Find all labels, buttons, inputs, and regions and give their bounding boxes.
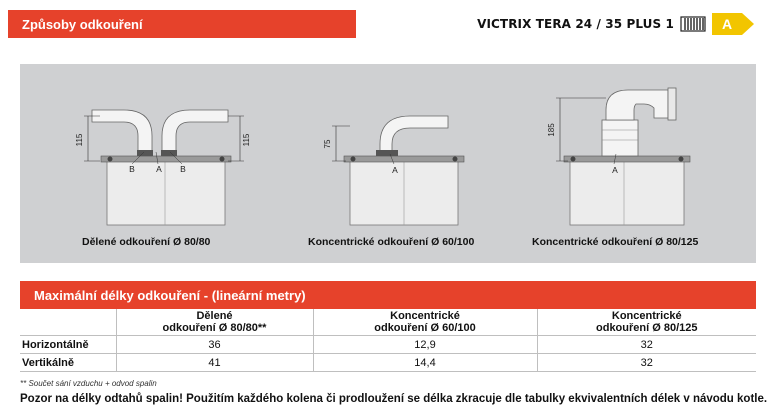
split-label-b-left: B	[129, 164, 135, 174]
footnote: ** Součet sání vzduchu + odvod spalin	[20, 379, 157, 388]
radiator-icon	[680, 15, 706, 33]
energy-class-label: A	[712, 13, 742, 35]
flue-diagrams	[20, 64, 756, 263]
table-title: Maximální délky odkouření - (lineární metry)	[34, 287, 306, 303]
coax60-label-a: A	[392, 165, 398, 175]
section-header	[8, 10, 356, 38]
cell-vertical-coax60: 14,4	[313, 354, 537, 372]
cell-vertical-coax80: 32	[537, 354, 756, 372]
column-header-coax80-label: Koncentrické odkouření Ø 80/125	[596, 310, 698, 334]
split-dim-label-right: 115	[242, 133, 251, 147]
column-header-coax80	[537, 309, 756, 336]
coax80-label-a: A	[612, 165, 618, 175]
column-header-split-label: Dělené odkouření Ø 80/80**	[162, 310, 267, 334]
flue-diagrams-panel	[20, 64, 756, 263]
energy-class-badge	[712, 13, 754, 35]
coax80-dim-label: 185	[547, 123, 556, 137]
table-corner-cell	[20, 309, 116, 336]
split-label-b-right: B	[180, 164, 186, 174]
cell-horizontal-coax60: 12,9	[313, 336, 537, 354]
column-header-coax60	[313, 309, 537, 336]
row-label-vertical: Vertikálně	[20, 354, 116, 372]
product-name: VICTRIX TERA 24 / 35 PLUS 1	[477, 17, 674, 31]
table-row	[20, 336, 756, 354]
row-label-horizontal: Horizontálně	[20, 336, 116, 354]
table-row	[20, 354, 756, 372]
flue-length-table	[20, 309, 756, 372]
warning-text: Pozor na délky odtahů spalin! Použitím každého kolena či prodloužení se délka zkracuje dle tabulky ekvivalentních délek v návodu kotle.	[20, 393, 768, 405]
column-header-coax60-label: Koncentrické odkouření Ø 60/100	[374, 310, 476, 334]
split-caption: Dělené odkouření Ø 80/80	[82, 236, 211, 248]
column-header-split	[116, 309, 313, 336]
coax60-flue-diagram	[323, 116, 464, 225]
split-flue-diagram	[75, 110, 251, 225]
cell-horizontal-split: 36	[116, 336, 313, 354]
section-title: Způsoby odkouření	[22, 16, 143, 32]
cell-vertical-split: 41	[116, 354, 313, 372]
coax60-dim-label: 75	[323, 139, 332, 149]
cell-horizontal-coax80: 32	[537, 336, 756, 354]
coax80-flue-diagram	[547, 88, 690, 225]
product-badge	[477, 12, 754, 36]
table-header	[20, 281, 756, 309]
coax60-caption: Koncentrické odkouření Ø 60/100	[308, 236, 475, 248]
energy-class-arrow	[742, 13, 754, 35]
table-header-row	[20, 309, 756, 336]
split-label-a: A	[156, 164, 162, 174]
coax80-caption: Koncentrické odkouření Ø 80/125	[532, 236, 699, 248]
split-dim-label: 115	[75, 133, 84, 147]
